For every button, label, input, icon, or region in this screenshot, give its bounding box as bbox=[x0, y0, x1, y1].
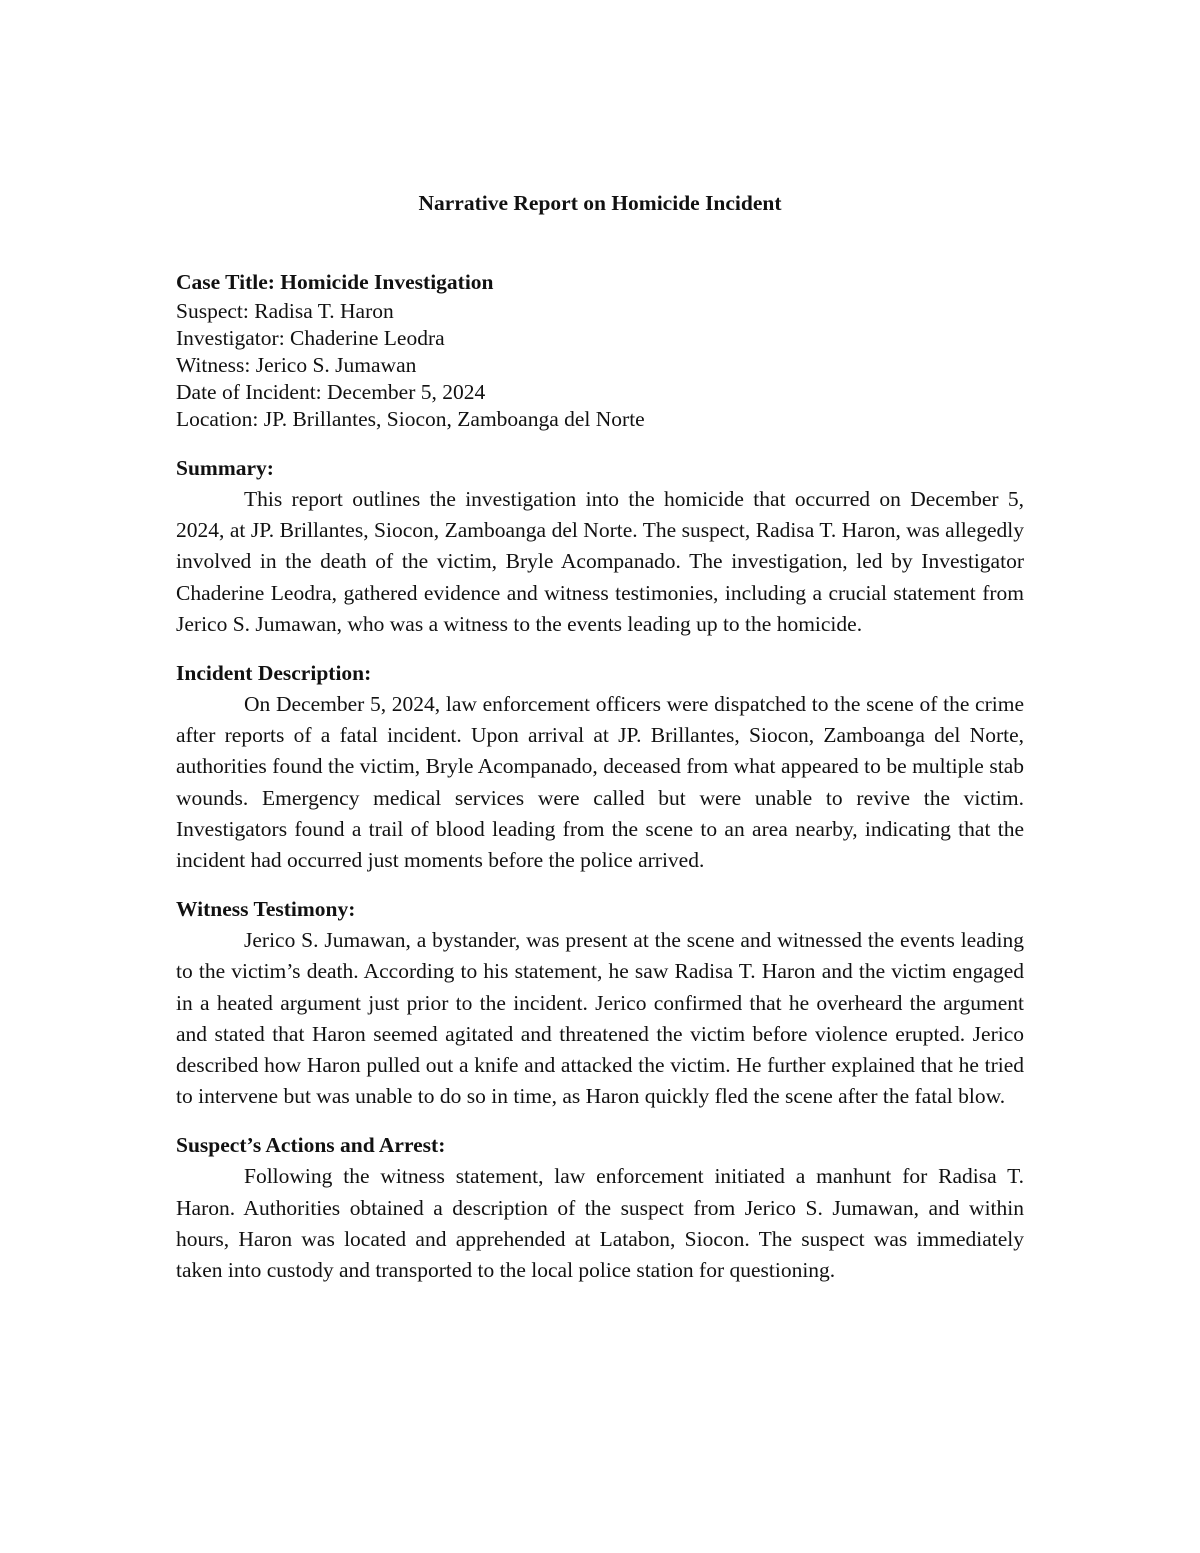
case-meta bbox=[176, 298, 1024, 433]
section-summary bbox=[176, 453, 1024, 640]
section-heading: Suspect’s Actions and Arrest: bbox=[176, 1133, 446, 1158]
section-suspect-actions bbox=[176, 1130, 1024, 1286]
section-body: Jerico S. Jumawan, a bystander, was present at the scene and witnessed the events leading to the victim’s death. According to his statement, he saw Radisa T. Haron and the victim engaged in a heated argument just prior to the incident. Jerico confirmed that he overheard the argument and stated that Haron seemed agitated and threatened the victim before violence erupted. Jerico described how Haron pulled out a knife and attacked the victim. He further explained that he tried to intervene but was unable to do so in time, as Haron quickly fled the scene after the fatal blow. bbox=[176, 928, 1024, 1109]
section-body: On December 5, 2024, law enforcement officers were dispatched to the scene of the crime after reports of a fatal incident. Upon arrival at JP. Brillantes, Siocon, Zamboanga del Norte, authorities found the victim, Bryle Acompanado, deceased from what appeared to be multiple stab wounds. Emergency medical services were called but were unable to revive the victim. Investigators found a trail of blood leading from the scene to an area nearby, indicating that the incident had occurred just moments before the police arrived. bbox=[176, 692, 1024, 873]
document-title: Narrative Report on Homicide Incident bbox=[418, 191, 782, 215]
meta-date-of-incident: Date of Incident: December 5, 2024 bbox=[176, 380, 486, 404]
meta-investigator: Investigator: Chaderine Leodra bbox=[176, 326, 445, 350]
section-body: This report outlines the investigation into the homicide that occurred on December 5, 2024, at JP. Brillantes, Siocon, Zamboanga del Norte. The suspect, Radisa T. Haron, was allegedly involved in the death of the victim, Bryle Acompanado. The investigation, led by Investigator Chaderine Leodra, gathered evidence and witness testimonies, including a crucial statement from Jerico S. Jumawan, who was a witness to the events leading up to the homicide. bbox=[176, 487, 1024, 636]
section-incident-description bbox=[176, 658, 1024, 876]
section-witness-testimony bbox=[176, 894, 1024, 1112]
section-heading: Witness Testimony: bbox=[176, 897, 356, 922]
case-title: Case Title: Homicide Investigation bbox=[176, 270, 494, 294]
meta-witness: Witness: Jerico S. Jumawan bbox=[176, 353, 417, 377]
section-heading: Incident Description: bbox=[176, 661, 372, 686]
section-heading: Summary: bbox=[176, 456, 274, 480]
meta-location: Location: JP. Brillantes, Siocon, Zamboanga del Norte bbox=[176, 407, 645, 431]
document-page bbox=[176, 188, 1024, 1286]
section-body: Following the witness statement, law enforcement initiated a manhunt for Radisa T. Haron. Authorities obtained a description of the suspect from Jerico S. Jumawan, and within hours, Haron was located and apprehended at Latabon, Siocon. The suspect was immediately taken into custody and transported to the local police station for questioning. bbox=[176, 1164, 1024, 1283]
meta-suspect: Suspect: Radisa T. Haron bbox=[176, 299, 394, 323]
